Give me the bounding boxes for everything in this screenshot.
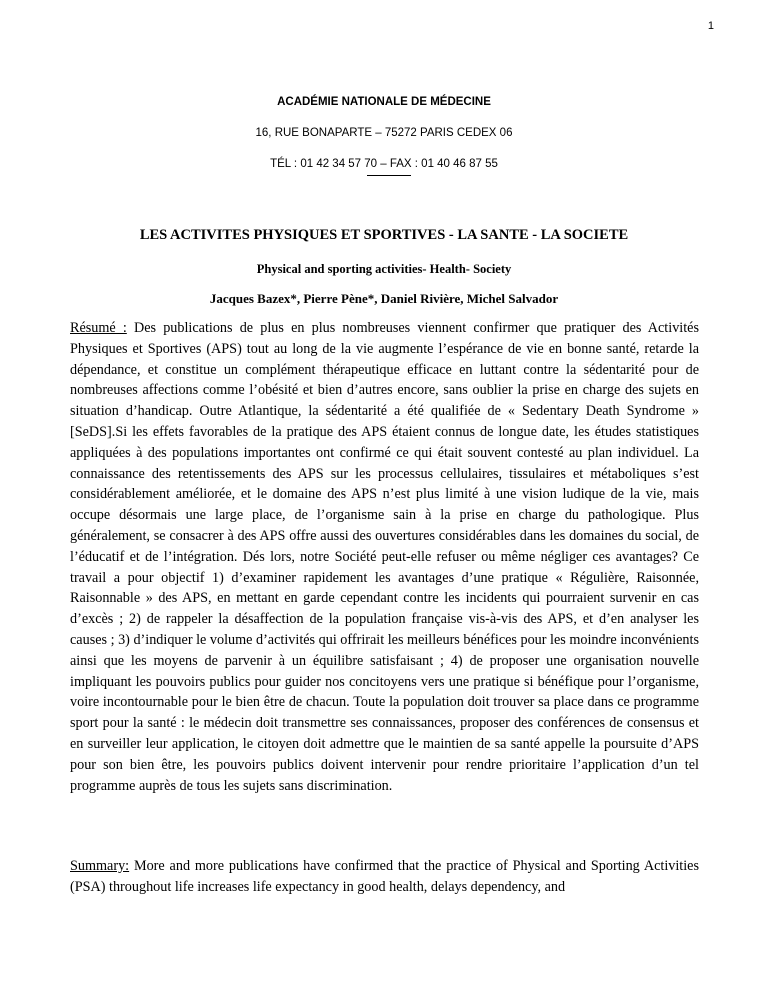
document-title: LES ACTIVITES PHYSIQUES ET SPORTIVES - LA SANTE - LA SOCIETE [139,227,629,243]
authors-line: Jacques Bazex*, Pierre Pène*, Daniel Rivière, Michel Salvador [209,291,559,306]
resume-paragraph [70,318,699,796]
resume-label: Résumé : [70,320,127,336]
institution-address: 16, RUE BONAPARTE – 75272 PARIS CEDEX 06 [255,127,513,139]
header-divider [367,175,411,176]
summary-label: Summary: [70,858,130,874]
summary-text: More and more publications have confirmed that the practice of Physical and Sporting Activities (PSA) throughout life increases life expectancy in good health, delays dependency, and [70,858,699,895]
document-subtitle: Physical and sporting activities- Health- Society [256,262,512,276]
summary-paragraph [70,856,699,898]
institution-contact: TÉL : 01 42 34 57 70 – FAX : 01 40 46 87 55 [270,158,498,170]
institution-name: ACADÉMIE NATIONALE DE MÉDECINE [277,96,491,108]
resume-text: Des publications de plus en plus nombreuses viennent confirmer que pratiquer des Activités Physiques et Sportives (APS) tout au long de la vie augmente l’espérance de vie en bonne santé, retarde la dépendance, et constitue un complément thérapeutique efficace en luttant contre la sédentarité pour de nombreuses affections comme l’obésité et bien d’autres encore, sans oublier la prise en charge des sujets en situation d’handicap. Outre Atlantique, la sédentarité a été qualifiée de « Sedentary Death Syndrome » [SeDS].Si les effets favorables de la pratique des APS étaient connus de longue date, les études statistiques appliquées à des populations importantes ont confirmé ce qui était souvent contesté au plan individuel. La connaissance des retentissements des APS sur les processus cellulaires, tissulaires et métaboliques s’est considérablement améliorée, et le domaine des APS n’est plus limité à une vision ludique de la vie, mais occupe désormais une large place, de l’organisme sain à la prise en charge du pathologique. Plus généralement, se consacrer à des APS offre aussi des ouvertures considérables dans les domaines du social, de l’éducatif et de l’intégration. Dés lors, notre Société peut-elle refuser ou même négliger ces avantages? Ce travail a pour objectif 1) d’examiner rapidement les avantages d’une pratique « Régulière, Raisonnée, Raisonnable » des APS, en mettant en garde cependant contre les incidents qui pourraient survenir en cas d’excès ; 2) de rappeler la désaffection de la population française vis-à-vis des APS, et d’en analyser les causes ; 3) d’indiquer le volume d’activités qui offrirait les meilleurs bénéfices pour les moindre inconvénients ainsi que les moyens de parvenir à un équilibre satisfaisant ; 4) de proposer une organisation nouvelle impliquant les pouvoirs publics pour guider nos concitoyens vers une pratique si bénéfique pour l’organisme, voire incontournable pour le bien être de chacun. Toute la population doit trouver sa place dans ce programme sport pour la santé : le médecin doit transmettre ses connaissances, proposer des conférences de consensus et en surveiller leur application, le citoyen doit admettre que le maintien de sa santé appelle la poursuite d’APS pour son bien être, les pouvoirs publics doivent intervenir pour rendre prioritaire l’application d’un tel programme auprès de tous les sujets sans discrimination. [70,320,699,794]
page-number: 1 [707,20,714,32]
